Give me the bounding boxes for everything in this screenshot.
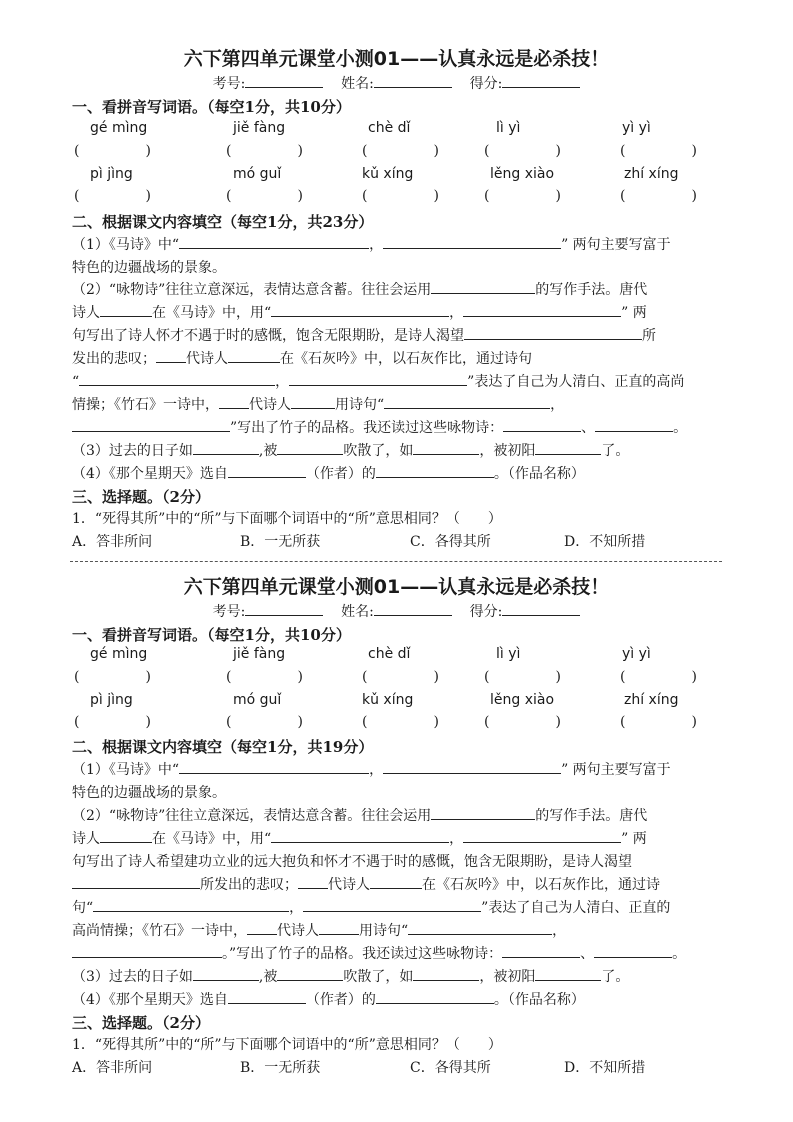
fill-text: ， [552, 923, 567, 939]
pinyin-item: mó guǐ [233, 166, 282, 182]
fill-text: ，被初阳 [479, 443, 536, 459]
fill-blank[interactable] [431, 805, 535, 820]
exam-number-field[interactable] [245, 601, 323, 616]
answer-paren-close: ) [145, 669, 151, 685]
fill-blank[interactable] [431, 279, 535, 294]
choice-option-c[interactable]: C．各得其所 [410, 534, 491, 550]
fill-text: ， [449, 305, 464, 321]
answer-paren-close: ) [691, 669, 697, 685]
fill-text: 在《马诗》中，用“ [152, 831, 272, 847]
choice-option-d[interactable]: D．不知所措 [564, 1060, 646, 1076]
exam-number-field[interactable] [245, 73, 323, 88]
fill-text: 。（作品名称） [493, 992, 585, 1008]
fill-text: ” 两句主要写富于 [561, 237, 671, 253]
fill-text: 在《马诗》中，用“ [152, 305, 272, 321]
fill-text: （3）过去的日子如 [72, 969, 193, 985]
answer-paren-close: ) [297, 669, 303, 685]
answer-paren-close: ) [145, 714, 151, 730]
fill-text: （作者）的 [305, 992, 376, 1008]
answer-paren-open: ( [362, 188, 368, 204]
fill-text: ” 两 [621, 831, 647, 847]
fill-blank[interactable] [413, 966, 479, 981]
fill-blank[interactable] [376, 463, 494, 478]
fill-blank[interactable] [219, 394, 249, 409]
fill-text: 高尚情操；《竹石》一诗中， [72, 923, 247, 939]
pinyin-item: pì jìng [90, 692, 133, 708]
fill-blank[interactable] [303, 897, 481, 912]
fill-blank[interactable] [277, 440, 343, 455]
pinyin-item: lì yì [496, 120, 521, 136]
fill-text: 的写作手法。唐代 [535, 808, 648, 824]
answer-paren-open: ( [362, 669, 368, 685]
answer-paren-open: ( [362, 143, 368, 159]
fill-blank[interactable] [463, 828, 621, 843]
fill-text: ”表达了自己为人清白、正直的高尚 [467, 374, 685, 390]
fill-text: 特色的边疆战场的景象。 [72, 785, 226, 801]
answer-paren-open: ( [484, 714, 490, 730]
answer-paren-close: ) [145, 143, 151, 159]
score-field[interactable] [502, 73, 580, 88]
fill-blank[interactable] [228, 348, 280, 363]
fill-text: 。 [672, 946, 687, 962]
fill-blank[interactable] [247, 920, 277, 935]
fill-text: 、 [580, 946, 595, 962]
fill-text: 、 [581, 420, 596, 436]
fill-text: 在《石灰吟》中，以石灰作比，通过诗句 [280, 351, 532, 367]
fill-text: ， [369, 237, 384, 253]
fill-blank[interactable] [291, 394, 335, 409]
answer-paren-open: ( [484, 143, 490, 159]
answer-paren-open: ( [226, 143, 232, 159]
pinyin-item: lěng xiào [490, 166, 555, 182]
answer-paren-open: ( [484, 669, 490, 685]
answer-paren-close: ) [555, 669, 561, 685]
student-info-row [0, 73, 793, 93]
pinyin-item: chè dǐ [368, 120, 411, 136]
fill-text: ,被 [258, 969, 278, 985]
pinyin-item: lěng xiào [490, 692, 555, 708]
fill-text: 了。 [601, 969, 630, 985]
fill-text: ,被 [258, 443, 278, 459]
name-field[interactable] [374, 601, 452, 616]
fill-text: 诗人 [72, 305, 100, 321]
score-label: 得分: [469, 604, 503, 620]
choice-option-a[interactable]: A．答非所问 [72, 534, 153, 550]
score-label: 得分: [469, 76, 503, 92]
choice-question: 1．“死得其所”中的“所”与下面哪个词语中的“所”意思相同？（ ） [72, 1037, 502, 1053]
student-info-row [0, 601, 793, 621]
fill-blank[interactable] [72, 417, 230, 432]
answer-paren-close: ) [691, 188, 697, 204]
answer-paren-open: ( [226, 714, 232, 730]
pinyin-item: pì jìng [90, 166, 133, 182]
pinyin-item: mó guǐ [233, 692, 282, 708]
fill-blank[interactable] [413, 440, 479, 455]
section-2-heading: 二、根据课文内容填空（每空1分，共23分） [72, 213, 374, 231]
answer-paren-open: ( [620, 188, 626, 204]
fill-text: ” 两句主要写富于 [561, 762, 671, 778]
fill-text: 情操；《竹石》一诗中， [72, 397, 219, 413]
fill-text: ， [275, 374, 290, 390]
answer-paren-close: ) [555, 188, 561, 204]
fill-text: 诗人 [72, 831, 100, 847]
fill-text: （3）过去的日子如 [72, 443, 193, 459]
fill-text: 吹散了，如 [343, 969, 414, 985]
fill-blank[interactable] [464, 325, 642, 340]
score-field[interactable] [502, 601, 580, 616]
answer-paren-open: ( [226, 669, 232, 685]
fill-blank[interactable] [72, 874, 200, 889]
choice-option-c[interactable]: C．各得其所 [410, 1060, 491, 1076]
choice-question: 1．“死得其所”中的“所”与下面哪个词语中的“所”意思相同？（ ） [72, 511, 502, 527]
name-label: 姓名: [341, 604, 374, 620]
fill-text: 用诗句“ [335, 397, 385, 413]
fill-text: 代诗人 [328, 877, 370, 893]
fill-blank[interactable] [228, 463, 306, 478]
answer-paren-open: ( [74, 188, 80, 204]
fill-blank[interactable] [384, 394, 550, 409]
fill-blank[interactable] [289, 371, 467, 386]
fill-text: 代诗人 [277, 923, 319, 939]
fill-text: （作者）的 [305, 466, 376, 482]
answer-paren-close: ) [433, 143, 439, 159]
fill-text: ， [369, 762, 384, 778]
name-label: 姓名: [341, 76, 374, 92]
section-2-heading: 二、根据课文内容填空（每空1分，共19分） [72, 738, 374, 756]
quiz-sheet-1 [0, 0, 793, 550]
answer-paren-close: ) [555, 714, 561, 730]
pinyin-item: jiě fàng [233, 120, 286, 136]
answer-paren-open: ( [74, 669, 80, 685]
answer-paren-close: ) [297, 188, 303, 204]
fill-text: 所 [642, 328, 656, 344]
fill-blank[interactable] [535, 966, 601, 981]
fill-blank[interactable] [502, 943, 580, 958]
fill-blank[interactable] [271, 828, 449, 843]
answer-paren-open: ( [74, 143, 80, 159]
fill-text: 用诗句“ [359, 923, 409, 939]
fill-blank[interactable] [376, 989, 494, 1004]
fill-blank[interactable] [271, 302, 449, 317]
answer-paren-close: ) [297, 714, 303, 730]
fill-blank[interactable] [179, 234, 369, 249]
answer-paren-close: ) [433, 188, 439, 204]
quiz-sheet-2 [0, 570, 793, 1110]
fill-text: （2）“咏物诗”往往立意深远，表情达意含蓄。往往会运用 [72, 282, 432, 298]
fill-text: ， [289, 900, 304, 916]
fill-blank[interactable] [100, 302, 152, 317]
fill-blank[interactable] [100, 828, 152, 843]
fill-text: ” 两 [621, 305, 647, 321]
fill-blank[interactable] [93, 897, 289, 912]
answer-paren-open: ( [620, 669, 626, 685]
answer-paren-close: ) [555, 143, 561, 159]
fill-text: （4）《那个星期天》选自 [72, 992, 228, 1008]
fill-text: 特色的边疆战场的景象。 [72, 260, 226, 276]
choice-option-a[interactable]: A．答非所问 [72, 1060, 153, 1076]
fill-blank[interactable] [383, 234, 561, 249]
pinyin-item: gé mìng [90, 120, 148, 136]
exam-number-label: 考号: [212, 76, 246, 92]
fill-text: 在《石灰吟》中，以石灰作比，通过诗 [422, 877, 660, 893]
pinyin-item: kǔ xíng [362, 692, 414, 708]
fill-text: 代诗人 [186, 351, 228, 367]
fill-blank[interactable] [277, 966, 343, 981]
pinyin-item: yì yì [622, 646, 651, 662]
fill-text: 句写出了诗人希望建功立业的远大抱负和怀才不遇于时的感慨，饱含无限期盼，是诗人渴望 [72, 854, 632, 870]
fill-text: ，被初阳 [479, 969, 536, 985]
choice-option-b[interactable]: B．一无所获 [240, 1060, 321, 1076]
fill-text: （1）《马诗》中“ [72, 237, 180, 253]
pinyin-item: gé mìng [90, 646, 148, 662]
fill-blank[interactable] [156, 348, 186, 363]
fill-text: “ [72, 374, 80, 390]
fill-text: ”表达了自己为人清白、正直的 [481, 900, 671, 916]
choice-option-d[interactable]: D．不知所措 [564, 534, 646, 550]
fill-text: （4）《那个星期天》选自 [72, 466, 228, 482]
answer-paren-close: ) [691, 714, 697, 730]
answer-paren-open: ( [484, 188, 490, 204]
answer-paren-open: ( [226, 188, 232, 204]
fill-blank[interactable] [228, 989, 306, 1004]
pinyin-item: yì yì [622, 120, 651, 136]
fill-blank[interactable] [594, 943, 672, 958]
fill-blank[interactable] [193, 440, 259, 455]
answer-paren-close: ) [145, 188, 151, 204]
fill-blank[interactable] [408, 920, 552, 935]
cut-line-divider [70, 561, 722, 562]
fill-blank[interactable] [503, 417, 581, 432]
fill-blank[interactable] [72, 943, 222, 958]
fill-text: 。 [673, 420, 688, 436]
fill-text: （2）“咏物诗”往往立意深远，表情达意含蓄。往往会运用 [72, 808, 432, 824]
fill-text: 句写出了诗人怀才不遇于时的感慨，饱含无限期盼，是诗人渴望 [72, 328, 464, 344]
page-title: 六下第四单元课堂小测01——认真永远是必杀技！ [183, 576, 610, 598]
fill-blank[interactable] [319, 920, 359, 935]
fill-blank[interactable] [298, 874, 328, 889]
fill-text: ”写出了竹子的品格。我还读过这些咏物诗： [230, 420, 504, 436]
fill-text: 吹散了，如 [343, 443, 414, 459]
fill-blank[interactable] [179, 759, 369, 774]
fill-text: 所发出的悲叹； [200, 877, 298, 893]
answer-paren-open: ( [362, 714, 368, 730]
fill-blank[interactable] [383, 759, 561, 774]
fill-text: 的写作手法。唐代 [535, 282, 648, 298]
fill-text: 代诗人 [249, 397, 291, 413]
fill-text: 句“ [72, 900, 94, 916]
fill-text: 。”写出了竹子的品格。我还读过这些咏物诗： [222, 946, 503, 962]
section-3-heading: 三、选择题。（2分） [72, 488, 210, 506]
page-title: 六下第四单元课堂小测01——认真永远是必杀技！ [183, 48, 610, 70]
fill-blank[interactable] [79, 371, 275, 386]
pinyin-item: zhí xíng [624, 692, 679, 708]
answer-paren-open: ( [620, 714, 626, 730]
answer-paren-open: ( [620, 143, 626, 159]
answer-paren-close: ) [691, 143, 697, 159]
pinyin-item: lì yì [496, 646, 521, 662]
section-1-heading: 一、看拼音写词语。（每空1分，共10分） [72, 98, 351, 116]
section-1-heading: 一、看拼音写词语。（每空1分，共10分） [72, 626, 351, 644]
exam-number-label: 考号: [212, 604, 246, 620]
fill-blank[interactable] [370, 874, 422, 889]
choice-option-b[interactable]: B．一无所获 [240, 534, 321, 550]
fill-text: 。（作品名称） [493, 466, 585, 482]
pinyin-item: jiě fàng [233, 646, 286, 662]
fill-text: 发出的悲叹； [72, 351, 156, 367]
fill-text: （1）《马诗》中“ [72, 762, 180, 778]
fill-blank[interactable] [535, 440, 601, 455]
fill-blank[interactable] [193, 966, 259, 981]
answer-paren-close: ) [433, 714, 439, 730]
fill-text: ， [449, 831, 464, 847]
fill-blank[interactable] [463, 302, 621, 317]
section-3-heading: 三、选择题。（2分） [72, 1014, 210, 1032]
name-field[interactable] [374, 73, 452, 88]
fill-text: 了。 [601, 443, 630, 459]
fill-text: ， [550, 397, 565, 413]
pinyin-item: kǔ xíng [362, 166, 414, 182]
fill-blank[interactable] [595, 417, 673, 432]
pinyin-item: chè dǐ [368, 646, 411, 662]
answer-paren-close: ) [433, 669, 439, 685]
answer-paren-close: ) [297, 143, 303, 159]
answer-paren-open: ( [74, 714, 80, 730]
pinyin-item: zhí xíng [624, 166, 679, 182]
